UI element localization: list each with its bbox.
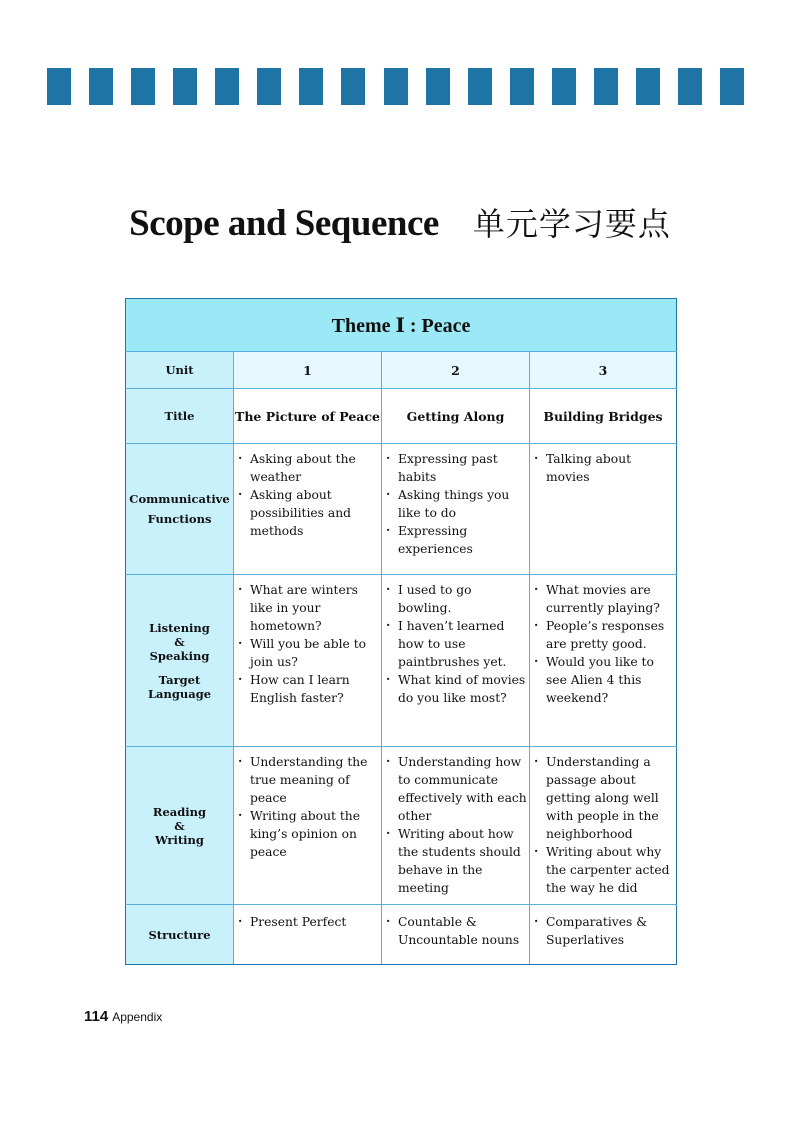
deco-block (47, 68, 71, 105)
deco-block (384, 68, 408, 105)
deco-block (257, 68, 281, 105)
deco-block (636, 68, 660, 105)
list-item: · Understanding a passage about getting along well with people in the neighborhood (534, 753, 674, 843)
unit-title: The Picture of Peace (234, 389, 382, 444)
label-line: Functions (147, 512, 212, 526)
deco-block (215, 68, 239, 105)
unit-number: 2 (382, 352, 530, 389)
list-item: · What kind of movies do you like most? (386, 671, 527, 707)
list-item: · What are winters like in your hometown? (238, 581, 379, 635)
list-item: · Will you be able to join us? (238, 635, 379, 671)
list-item: · Countable & Uncountable nouns (386, 913, 527, 949)
reading-writing-cell (382, 747, 530, 905)
list-item: · Asking things you like to do (386, 486, 527, 522)
structure-cell (530, 905, 677, 965)
deco-block (678, 68, 702, 105)
unit-row (126, 352, 677, 389)
label-line: Reading (152, 804, 207, 819)
target-language-cell (530, 575, 677, 747)
list-item: · Comparatives & Superlatives (534, 913, 674, 949)
list-item: · Understanding the true meaning of peace (238, 753, 379, 807)
deco-block (552, 68, 576, 105)
label-line: Target Language (147, 672, 212, 701)
page-title-chinese: 单元学习要点 (472, 205, 671, 243)
list-item: · Present Perfect (238, 913, 379, 931)
page-title (0, 199, 800, 245)
target-language-cell (234, 575, 382, 747)
list-item: · Writing about why the carpenter acted the way he did (534, 843, 674, 897)
list-item: · Talking about movies (534, 450, 674, 486)
deco-block (341, 68, 365, 105)
communicative-cell (530, 444, 677, 575)
label-line: Communicative (129, 492, 230, 506)
listening-speaking-row (126, 575, 677, 747)
reading-writing-cell (530, 747, 677, 905)
structure-cell (382, 905, 530, 965)
row-label-unit: Unit (126, 352, 234, 389)
label-line: Speaking (149, 648, 210, 663)
row-label-listening-speaking (126, 575, 234, 747)
label-line: Writing (155, 832, 204, 847)
theme-row (126, 299, 677, 352)
list-item: · What movies are currently playing? (534, 581, 674, 617)
page-number: 114 (84, 1008, 109, 1025)
list-item: · Writing about the king’s opinion on peace (238, 807, 379, 861)
list-item: · People’s responses are pretty good. (534, 617, 674, 653)
footer-section: Appendix (112, 1010, 163, 1024)
list-item: · Asking about possibilities and methods (238, 486, 379, 540)
reading-writing-cell (234, 747, 382, 905)
unit-title: Building Bridges (530, 389, 677, 444)
target-language-cell (382, 575, 530, 747)
communicative-cell (234, 444, 382, 575)
unit-title: Getting Along (382, 389, 530, 444)
deco-block (89, 68, 113, 105)
row-label-structure: Structure (126, 905, 234, 965)
deco-block (299, 68, 323, 105)
title-row (126, 389, 677, 444)
list-item: · Asking about the weather (238, 450, 379, 486)
label-line: & (174, 634, 185, 649)
list-item: · I haven’t learned how to use paintbrushes yet. (386, 617, 527, 671)
row-label-title: Title (126, 389, 234, 444)
communicative-row (126, 444, 677, 575)
decorative-header-bar (47, 68, 744, 105)
label-line: Listening (149, 620, 210, 635)
unit-number: 3 (530, 352, 677, 389)
structure-cell (234, 905, 382, 965)
communicative-cell (382, 444, 530, 575)
structure-row (126, 905, 677, 965)
label-line: & (174, 818, 185, 833)
list-item: · Would you like to see Alien 4 this weekend? (534, 653, 674, 707)
row-label-communicative (126, 444, 234, 575)
list-item: · Understanding how to communicate effectively with each other (386, 753, 527, 825)
deco-block (720, 68, 744, 105)
list-item: · Expressing past habits (386, 450, 527, 486)
page-footer (84, 1006, 162, 1025)
list-item: · I used to go bowling. (386, 581, 527, 617)
list-item: · Expressing experiences (386, 522, 527, 558)
list-item: · How can I learn English faster? (238, 671, 379, 707)
theme-header: Theme Ⅰ : Peace (126, 299, 677, 352)
deco-block (510, 68, 534, 105)
deco-block (426, 68, 450, 105)
deco-block (173, 68, 197, 105)
list-item: · Writing about how the students should behave in the meeting (386, 825, 527, 897)
scope-sequence-table (125, 298, 677, 965)
deco-block (594, 68, 618, 105)
reading-writing-row (126, 747, 677, 905)
deco-block (131, 68, 155, 105)
row-label-reading-writing (126, 747, 234, 905)
deco-block (468, 68, 492, 105)
page-title-english: Scope and Sequence (129, 203, 439, 244)
unit-number: 1 (234, 352, 382, 389)
